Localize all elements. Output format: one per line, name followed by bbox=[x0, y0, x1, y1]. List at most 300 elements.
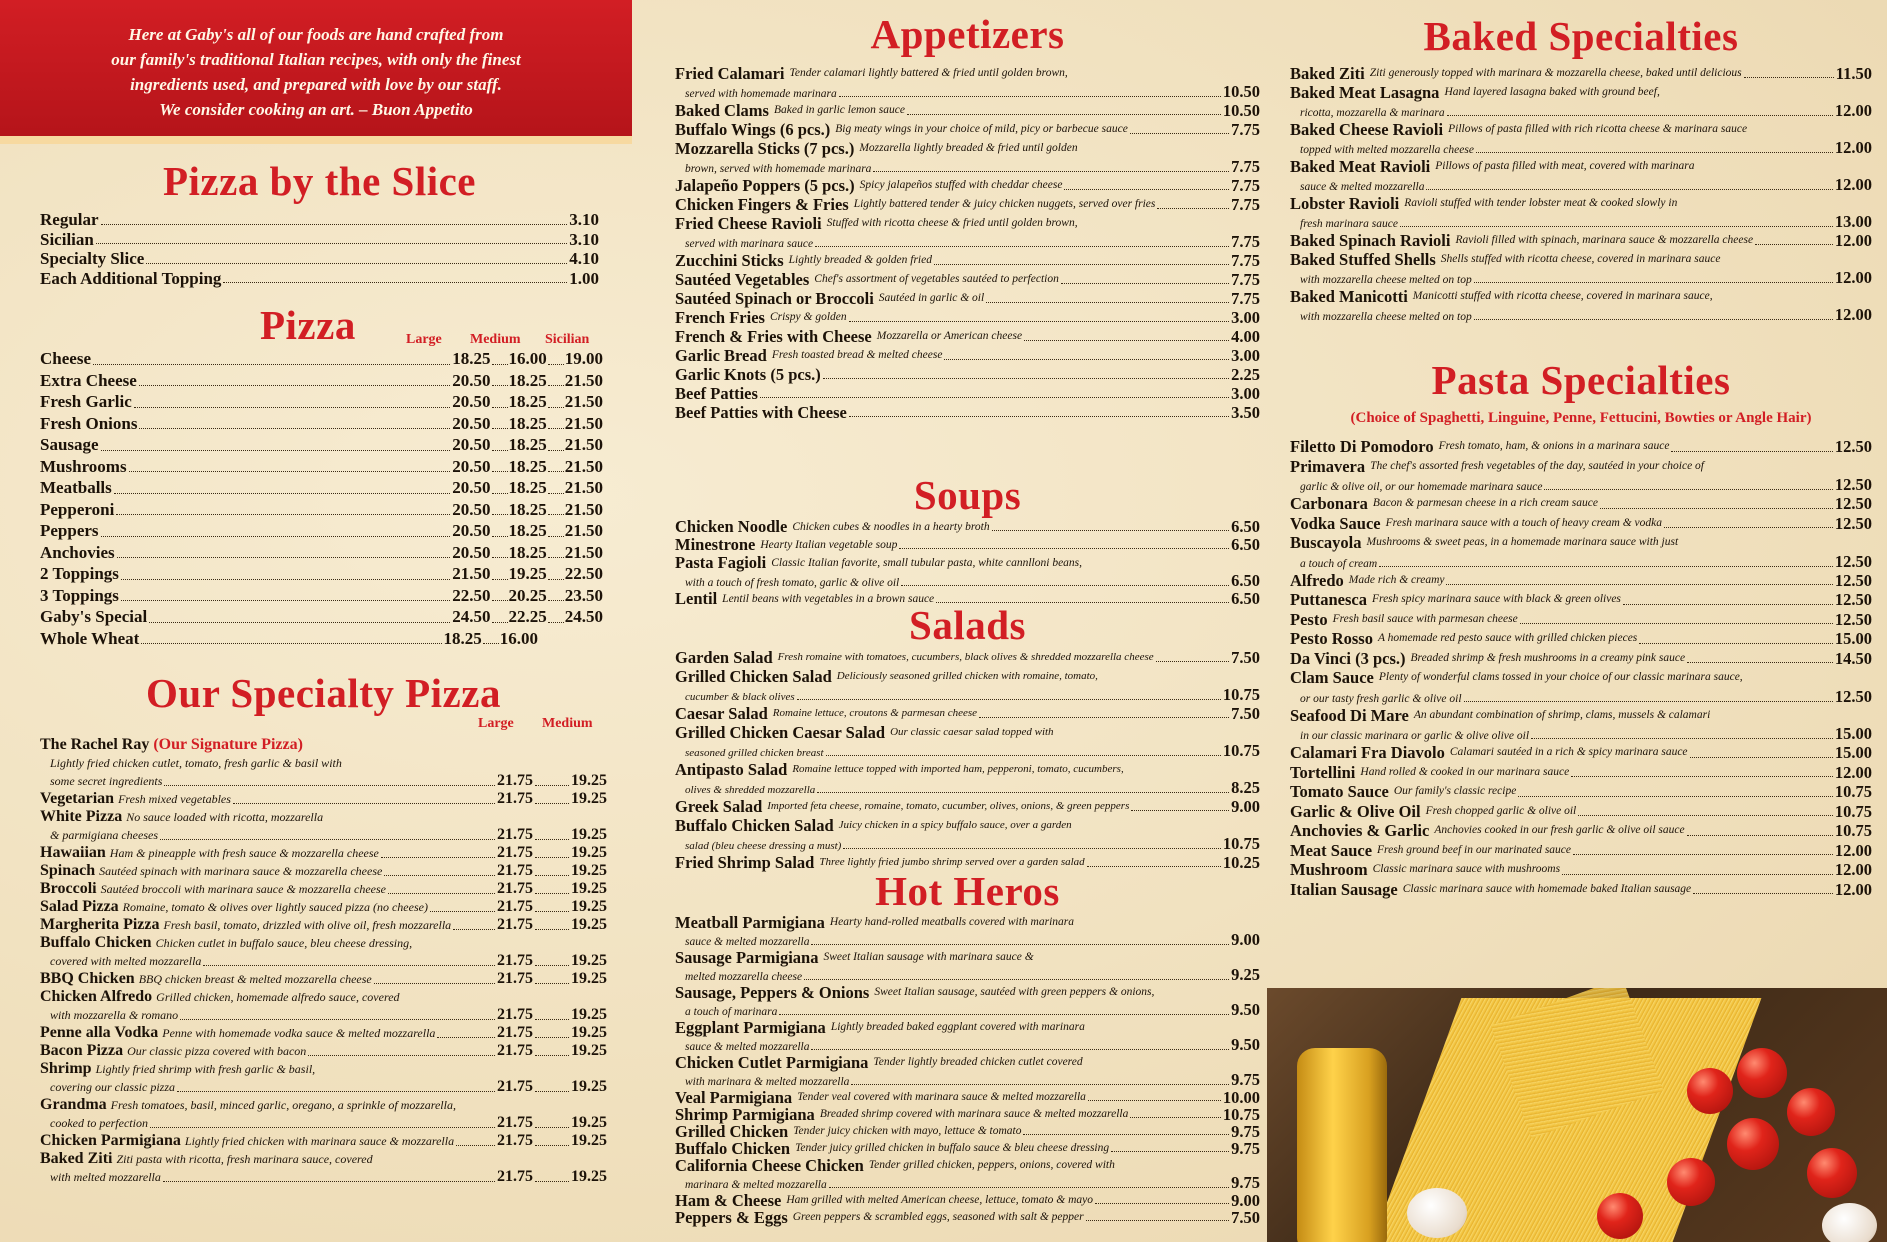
dot-leader bbox=[535, 1127, 569, 1128]
item-description: Tender grilled chicken, peppers, onions, covered with bbox=[868, 1159, 1115, 1171]
menu-item bbox=[1290, 437, 1872, 457]
dot-leader bbox=[139, 428, 450, 429]
dot-leader bbox=[1687, 662, 1833, 663]
dot-leader bbox=[829, 1187, 1229, 1188]
item-price: 3.10 bbox=[569, 229, 599, 249]
intro-divider bbox=[0, 136, 632, 144]
description-text: a touch of cream bbox=[1300, 557, 1378, 570]
item-first-line bbox=[675, 536, 1260, 554]
item-name: Shrimp bbox=[40, 1060, 92, 1077]
item-price: 9.25 bbox=[1231, 965, 1260, 984]
item-price: 9.50 bbox=[1231, 1035, 1260, 1054]
column-left bbox=[0, 0, 635, 1242]
item-description: Fresh ground beef in our marinated sauce bbox=[1377, 843, 1572, 856]
dot-leader bbox=[548, 471, 564, 472]
dot-leader bbox=[437, 1037, 495, 1038]
item-description: Grilled chicken, homemade alfredo sauce, covered bbox=[156, 990, 400, 1004]
menu-item bbox=[675, 723, 1260, 760]
item-description: Fresh chopped garlic & olive oil bbox=[1425, 804, 1577, 817]
menu-item bbox=[1290, 571, 1872, 591]
dot-leader bbox=[535, 1055, 569, 1056]
item-name: Grilled Chicken bbox=[675, 1122, 789, 1141]
item-price: 4.00 bbox=[1231, 327, 1260, 346]
menu-item bbox=[675, 1123, 1260, 1140]
item-price: 12.50 bbox=[1834, 494, 1872, 513]
item-description-continued bbox=[675, 686, 1260, 704]
price-large: 20.50 bbox=[452, 370, 491, 390]
dot-leader bbox=[141, 643, 441, 644]
menu-item bbox=[1290, 231, 1872, 250]
price-medium: 16.00 bbox=[499, 628, 538, 648]
item-first-line bbox=[40, 1042, 607, 1060]
item-description: Lightly fried chicken with marinara sauce & mozzarella bbox=[184, 1134, 455, 1148]
price-large: 18.25 bbox=[443, 628, 482, 648]
dot-leader bbox=[873, 171, 1229, 172]
item-name: Minestrone bbox=[675, 535, 756, 554]
menu-item bbox=[675, 1106, 1260, 1123]
dot-leader bbox=[548, 493, 564, 494]
price-sicilian: 21.50 bbox=[564, 499, 603, 519]
soups-list bbox=[675, 518, 1260, 608]
item-description: Shells stuffed with ricotta cheese, covered in marinara sauce bbox=[1440, 253, 1721, 265]
item-description-continued bbox=[40, 772, 607, 790]
item-name: Caesar Salad bbox=[675, 704, 768, 723]
item-name: Penne alla Vodka bbox=[40, 1024, 159, 1041]
item-price: 3.00 bbox=[1231, 346, 1260, 365]
price-large: 21.75 bbox=[497, 880, 533, 897]
item-name: Whole Wheat bbox=[40, 628, 140, 648]
menu-item bbox=[675, 214, 1260, 251]
menu-item bbox=[1290, 250, 1872, 287]
item-first-line bbox=[675, 704, 1260, 723]
dot-leader bbox=[823, 378, 1229, 379]
item-name: Specialty Slice bbox=[40, 249, 145, 268]
dot-leader bbox=[129, 471, 451, 472]
item-first-line bbox=[40, 1096, 607, 1114]
item-price: 12.00 bbox=[1834, 762, 1872, 782]
description-text: with mozzarella cheese melted on top bbox=[1300, 311, 1472, 323]
dot-leader bbox=[114, 493, 450, 494]
item-price: 9.75 bbox=[1231, 1139, 1260, 1158]
item-first-line bbox=[675, 949, 1260, 966]
dot-leader bbox=[1693, 893, 1833, 894]
item-description-continued bbox=[1290, 139, 1872, 157]
item-first-line bbox=[1290, 157, 1872, 176]
dot-leader bbox=[1379, 566, 1833, 567]
item-description: Crispy & golden bbox=[769, 311, 847, 323]
price-large: 21.75 bbox=[497, 916, 533, 933]
appetizers-list bbox=[675, 64, 1260, 422]
item-first-line bbox=[675, 667, 1260, 686]
slice-list bbox=[40, 210, 599, 288]
price-medium: 19.25 bbox=[571, 1168, 607, 1185]
column-middle bbox=[660, 0, 1260, 1242]
menu-item bbox=[675, 384, 1260, 403]
dot-leader bbox=[535, 1145, 569, 1146]
item-name: Each Additional Topping bbox=[40, 268, 222, 288]
dot-leader bbox=[548, 622, 564, 623]
item-name: Bacon Pizza bbox=[40, 1042, 124, 1059]
price-medium: 18.25 bbox=[508, 542, 547, 562]
item-description: Classic Italian favorite, small tubular pasta, white cannlloni beans, bbox=[771, 557, 1083, 569]
item-name: Beef Patties bbox=[675, 384, 758, 403]
description-text: & parmigiana cheeses bbox=[50, 828, 158, 842]
dot-leader bbox=[456, 1145, 495, 1146]
dot-leader bbox=[1531, 738, 1833, 739]
price-medium: 19.25 bbox=[571, 772, 607, 789]
item-price: 10.75 bbox=[1222, 1105, 1260, 1124]
column-header-sicilian: Sicilian bbox=[545, 332, 590, 347]
item-first-line bbox=[675, 723, 1260, 742]
item-first-line bbox=[1290, 120, 1872, 139]
item-description: Ham & pineapple with fresh sauce & mozzarella cheese bbox=[109, 846, 379, 860]
item-first-line bbox=[675, 1209, 1260, 1226]
item-price: 9.75 bbox=[1231, 1122, 1260, 1141]
item-first-line bbox=[40, 736, 607, 754]
item-name: Ham & Cheese bbox=[675, 1191, 782, 1210]
item-description-continued bbox=[675, 931, 1260, 949]
salads-list bbox=[675, 648, 1260, 872]
item-name: Garlic Knots (5 pcs.) bbox=[675, 365, 821, 384]
menu-item bbox=[675, 1089, 1260, 1106]
dot-leader bbox=[164, 785, 495, 786]
item-first-line bbox=[1290, 457, 1872, 477]
item-name: Eggplant Parmigiana bbox=[675, 1018, 826, 1037]
item-name: Chicken Parmigiana bbox=[40, 1132, 181, 1149]
dot-leader bbox=[492, 364, 508, 365]
item-name: Primavera bbox=[1290, 456, 1366, 476]
item-name: Chicken Fingers & Fries bbox=[675, 195, 849, 214]
dot-leader bbox=[160, 839, 495, 840]
dot-leader bbox=[1087, 866, 1221, 867]
dot-leader bbox=[535, 803, 569, 804]
item-name: Fried Shrimp Salad bbox=[675, 853, 815, 872]
menu-item bbox=[1290, 457, 1872, 495]
item-description: Imported feta cheese, romaine, tomato, cucumber, olives, onions, & green peppers bbox=[767, 800, 1130, 812]
item-description-continued bbox=[1290, 476, 1872, 494]
item-first-line bbox=[1290, 743, 1872, 763]
item-price: 12.50 bbox=[1834, 437, 1872, 456]
item-name: Tortellini bbox=[1290, 762, 1356, 782]
dot-leader bbox=[1518, 796, 1833, 797]
item-name: Buffalo Chicken bbox=[40, 934, 152, 951]
menu-item bbox=[675, 195, 1260, 214]
dot-leader bbox=[150, 1127, 495, 1128]
item-description: Chicken cutlet in buffalo sauce, bleu cheese dressing, bbox=[155, 936, 413, 950]
item-price: 15.00 bbox=[1834, 743, 1872, 762]
specialty-item bbox=[40, 1096, 607, 1132]
item-price: 7.75 bbox=[1231, 270, 1260, 289]
item-name: BBQ Chicken bbox=[40, 970, 135, 987]
item-first-line bbox=[1290, 706, 1872, 726]
item-name: Fried Calamari bbox=[675, 64, 785, 83]
item-description: Chicken cubes & noodles in a hearty broth bbox=[792, 521, 990, 533]
baked-list bbox=[1290, 64, 1872, 324]
item-first-line bbox=[1290, 571, 1872, 591]
section-title: Our Specialty Pizza bbox=[146, 670, 501, 716]
menu-item bbox=[1290, 157, 1872, 194]
item-description: Sautéed broccoli with marinara sauce & mozzarella cheese bbox=[100, 882, 386, 896]
dot-leader bbox=[811, 1049, 1229, 1050]
item-name: Fresh Onions bbox=[40, 413, 138, 433]
dot-leader bbox=[492, 493, 508, 494]
dot-leader bbox=[535, 1037, 569, 1038]
dot-leader bbox=[180, 1019, 495, 1020]
price-large: 21.75 bbox=[497, 1024, 533, 1041]
dot-leader bbox=[203, 965, 495, 966]
item-price: 12.00 bbox=[1834, 879, 1872, 899]
menu-item bbox=[1290, 64, 1872, 83]
item-description: Mozzarella or American cheese bbox=[876, 330, 1023, 342]
description-text: brown, served with homemade marinara bbox=[685, 163, 872, 175]
price-medium: 19.25 bbox=[571, 1006, 607, 1023]
item-price: 9.75 bbox=[1231, 1173, 1260, 1192]
item-first-line bbox=[1290, 668, 1872, 688]
dot-leader bbox=[1690, 757, 1833, 758]
intro-line: ingredients used, and prepared with love by our staff. bbox=[130, 75, 502, 94]
pizza-row bbox=[40, 456, 603, 478]
item-description: Ravioli stuffed with tender lobster meat & cooked slowly in bbox=[1404, 197, 1678, 209]
dot-leader bbox=[1131, 810, 1229, 811]
item-name: California Cheese Chicken bbox=[675, 1156, 864, 1175]
item-first-line bbox=[675, 176, 1260, 195]
description-text: cucumber & black olives bbox=[685, 691, 795, 703]
item-description-continued bbox=[675, 779, 1260, 797]
dot-leader bbox=[492, 407, 508, 408]
dot-leader bbox=[1520, 623, 1833, 624]
dot-leader bbox=[1156, 661, 1230, 662]
dot-leader bbox=[1400, 226, 1833, 227]
item-description: Deliciously seasoned grilled chicken with romaine, tomato, bbox=[836, 670, 1098, 682]
item-name: Meatball Parmigiana bbox=[675, 913, 825, 932]
pizza-row bbox=[40, 542, 603, 564]
description-text: with mozzarella cheese melted on top bbox=[1300, 274, 1472, 286]
item-price: 7.75 bbox=[1231, 251, 1260, 270]
price-medium: 19.25 bbox=[571, 898, 607, 915]
price-sicilian: 24.50 bbox=[564, 607, 603, 626]
item-name: Baked Cheese Ravioli bbox=[1290, 120, 1444, 139]
dot-leader bbox=[1562, 874, 1833, 875]
section-title: Pizza bbox=[260, 302, 356, 348]
item-first-line bbox=[40, 1060, 607, 1078]
item-price: 12.50 bbox=[1834, 475, 1872, 494]
dot-leader bbox=[811, 944, 1229, 945]
column-header-medium: Medium bbox=[470, 332, 521, 347]
item-description-continued bbox=[675, 233, 1260, 251]
menu-item bbox=[675, 667, 1260, 704]
item-description-continued bbox=[40, 952, 607, 970]
tomato-image bbox=[1807, 1148, 1857, 1198]
dot-leader bbox=[804, 979, 1229, 980]
menu-item bbox=[1290, 860, 1872, 880]
specialty-item bbox=[40, 970, 607, 988]
item-description: Tender lightly breaded chicken cutlet covered bbox=[873, 1056, 1083, 1068]
specialty-item bbox=[40, 880, 607, 898]
item-first-line bbox=[675, 403, 1260, 422]
item-price: 10.00 bbox=[1222, 1088, 1260, 1107]
item-name: Buffalo Chicken bbox=[675, 1139, 791, 1158]
tomato-image bbox=[1597, 1193, 1643, 1239]
dot-leader bbox=[1095, 1203, 1229, 1204]
item-description-continued bbox=[1290, 688, 1872, 706]
dot-leader bbox=[760, 397, 1229, 398]
dot-leader bbox=[1671, 451, 1832, 452]
item-price: 7.50 bbox=[1231, 648, 1260, 667]
section-title: Salads bbox=[909, 602, 1026, 648]
tomato-image bbox=[1787, 1088, 1835, 1136]
description-text: or our tasty fresh garlic & olive oil bbox=[1300, 692, 1462, 705]
item-name: Regular bbox=[40, 210, 99, 229]
item-name: Sausage bbox=[40, 435, 99, 454]
item-price: 3.00 bbox=[1231, 308, 1260, 327]
dot-leader bbox=[492, 428, 508, 429]
item-description: Mozzarella lightly breaded & fried until golden bbox=[859, 142, 1078, 154]
price-medium: 20.25 bbox=[508, 585, 547, 605]
item-name: Calamari Fra Diavolo bbox=[1290, 743, 1445, 762]
menu-item bbox=[40, 210, 599, 230]
item-description: Lightly fried shrimp with fresh garlic & basil, bbox=[95, 1062, 316, 1076]
item-description: Romaine, tomato & olives over lightly sauced pizza (no cheese) bbox=[122, 900, 428, 914]
dot-leader bbox=[1061, 283, 1229, 284]
item-first-line bbox=[1290, 514, 1872, 534]
item-description: Fresh mixed vegetables bbox=[118, 792, 231, 806]
item-first-line bbox=[1290, 821, 1872, 841]
item-price: 12.50 bbox=[1834, 551, 1872, 571]
item-description: Ziti pasta with ricotta, fresh marinara sauce, covered bbox=[116, 1152, 373, 1166]
item-first-line bbox=[40, 790, 607, 808]
salads-section bbox=[675, 602, 1260, 872]
item-description: Fresh basil sauce with parmesan cheese bbox=[1332, 612, 1518, 625]
item-description: Hand rolled & cooked in our marinara sauce bbox=[1360, 765, 1570, 778]
item-description: Big meaty wings in your choice of mild, picy or barbecue sauce bbox=[835, 123, 1128, 135]
item-description: A homemade red pesto sauce with grilled chicken pieces bbox=[1377, 632, 1638, 644]
item-description: Hand layered lasagna baked with ground beef, bbox=[1444, 86, 1660, 98]
dot-leader bbox=[101, 450, 451, 451]
specialty-item bbox=[40, 898, 607, 916]
menu-item bbox=[675, 120, 1260, 139]
item-description: Plenty of wonderful clams tossed in your choice of our classic marinara sauce, bbox=[1378, 671, 1743, 683]
item-name: White Pizza bbox=[40, 808, 123, 825]
item-description-continued bbox=[40, 1078, 607, 1096]
dot-leader bbox=[901, 585, 1229, 586]
item-name: Chicken Cutlet Parmigiana bbox=[675, 1053, 869, 1072]
item-description: Lentil beans with vegetables in a brown sauce bbox=[722, 593, 935, 605]
price-medium: 19.25 bbox=[571, 790, 607, 807]
dot-leader bbox=[1464, 701, 1833, 702]
price-medium: 18.25 bbox=[508, 435, 547, 454]
specialty-section bbox=[40, 670, 607, 1186]
item-description: Baked in garlic lemon sauce bbox=[773, 104, 905, 116]
dot-leader bbox=[121, 579, 450, 580]
item-name: Margherita Pizza bbox=[40, 916, 160, 933]
dot-leader bbox=[388, 893, 495, 894]
dot-leader bbox=[548, 450, 564, 451]
item-description-continued bbox=[675, 966, 1260, 984]
dot-leader bbox=[384, 875, 495, 876]
price-medium: 18.25 bbox=[508, 456, 547, 476]
item-description: Ziti generously topped with marinara & mozzarella cheese, baked until delicious bbox=[1369, 67, 1742, 79]
item-name: Garden Salad bbox=[675, 648, 773, 667]
dot-leader bbox=[1474, 319, 1833, 320]
dot-leader bbox=[1476, 152, 1833, 153]
price-medium: 22.25 bbox=[508, 607, 547, 626]
item-first-line bbox=[675, 1157, 1260, 1174]
item-first-line bbox=[675, 518, 1260, 536]
description-text: covering our classic pizza bbox=[50, 1080, 175, 1094]
price-medium: 19.25 bbox=[571, 862, 607, 879]
item-name: Baked Ziti bbox=[40, 1150, 113, 1167]
dot-leader bbox=[899, 548, 1229, 549]
description-text: salad (bleu cheese dressing a must) bbox=[685, 840, 842, 852]
specialty-item bbox=[40, 934, 607, 970]
item-description-continued bbox=[1290, 269, 1872, 287]
price-large: 22.50 bbox=[452, 585, 491, 605]
menu-item bbox=[675, 139, 1260, 176]
dot-leader bbox=[548, 536, 564, 537]
price-sicilian: 22.50 bbox=[564, 564, 603, 583]
menu-item bbox=[675, 1140, 1260, 1157]
menu-item bbox=[1290, 743, 1872, 763]
item-description: Lightly breaded baked eggplant covered with marinara bbox=[830, 1021, 1085, 1033]
dot-leader bbox=[548, 600, 564, 601]
baked-section bbox=[1290, 12, 1872, 324]
dot-leader bbox=[1664, 527, 1833, 528]
item-name: Grilled Chicken Caesar Salad bbox=[675, 723, 886, 742]
dot-leader bbox=[1064, 189, 1229, 190]
item-first-line bbox=[675, 1089, 1260, 1106]
menu-item bbox=[675, 251, 1260, 270]
description-text: with melted mozzarella bbox=[50, 1170, 161, 1184]
price-medium: 19.25 bbox=[571, 1114, 607, 1131]
price-sicilian: 21.50 bbox=[564, 456, 603, 476]
price-medium: 18.25 bbox=[508, 499, 547, 519]
description-text: Lightly fried chicken cutlet, tomato, fresh garlic & basil with bbox=[50, 756, 342, 770]
menu-item bbox=[1290, 610, 1872, 630]
item-name: Clam Sauce bbox=[1290, 668, 1374, 687]
item-price: 3.10 bbox=[569, 210, 599, 229]
dot-leader bbox=[826, 755, 1221, 756]
item-first-line bbox=[1290, 763, 1872, 783]
item-description-continued bbox=[40, 1006, 607, 1024]
item-price: 12.50 bbox=[1834, 513, 1872, 533]
item-first-line bbox=[1290, 802, 1872, 822]
pasta-section bbox=[1290, 356, 1872, 899]
menu-item bbox=[675, 648, 1260, 667]
dot-leader bbox=[453, 929, 495, 930]
item-first-line bbox=[675, 101, 1260, 120]
menu-item bbox=[675, 1054, 1260, 1089]
item-description: Tender veal covered with marinara sauce & melted mozzarella bbox=[797, 1091, 1086, 1103]
pizza-section bbox=[40, 302, 603, 649]
description-text: sauce & melted mozzarella bbox=[1300, 181, 1425, 193]
item-name: Meatballs bbox=[40, 478, 112, 497]
item-description: Classic marinara sauce with homemade baked Italian sausage bbox=[1402, 882, 1692, 895]
item-price: 12.00 bbox=[1834, 268, 1872, 287]
column-header-medium: Medium bbox=[542, 716, 593, 731]
menu-item bbox=[40, 230, 599, 250]
item-first-line bbox=[675, 760, 1260, 779]
item-first-line bbox=[1290, 250, 1872, 269]
item-first-line bbox=[1290, 194, 1872, 213]
specialty-item bbox=[40, 1060, 607, 1096]
garlic-image bbox=[1822, 1203, 1877, 1242]
menu-item bbox=[675, 984, 1260, 1019]
item-name: Baked Clams bbox=[675, 101, 769, 120]
menu-item bbox=[40, 249, 599, 269]
dot-leader bbox=[535, 893, 569, 894]
description-text: garlic & olive oil, or our homemade marinara sauce bbox=[1300, 481, 1543, 493]
item-first-line bbox=[1290, 629, 1872, 649]
